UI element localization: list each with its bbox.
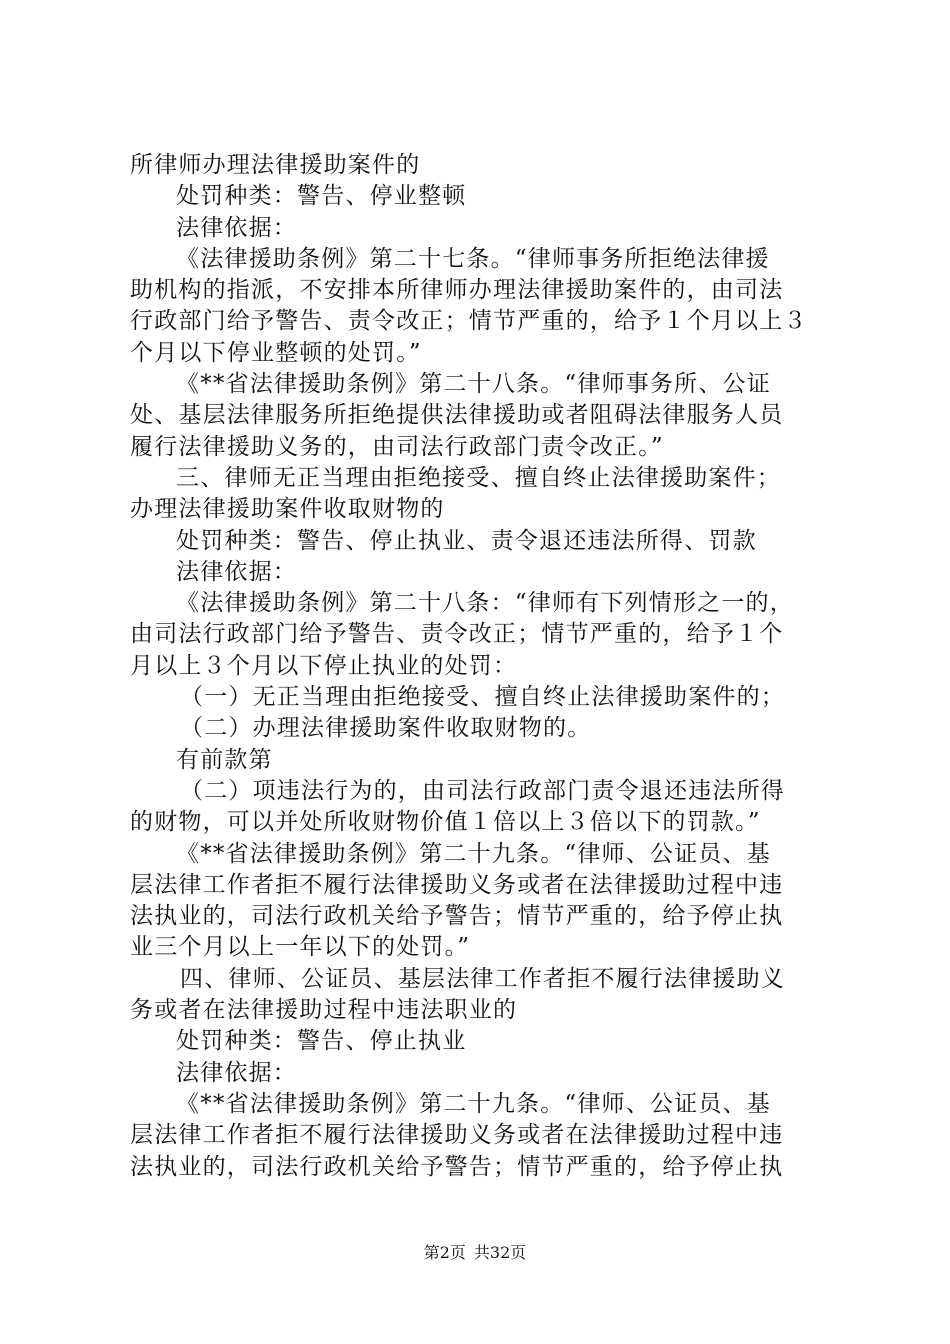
page-total: 共32页: [473, 1243, 527, 1262]
text-line: 处、基层法律服务所拒绝提供法律援助或者阻碍法律服务人员: [130, 402, 784, 429]
text-line: 月以上３个月以下停止执业的处罚：: [130, 652, 518, 679]
text-line: 务或者在法律援助过程中违法职业的: [130, 997, 518, 1024]
text-line: （二）项违法行为的，由司法行政部门责令退还违法所得: [180, 777, 785, 804]
document-body: [130, 150, 830, 1183]
text-line: 层法律工作者拒不履行法律援助义务或者在法律援助过程中违: [130, 1122, 784, 1149]
text-line: 法律依据：: [176, 1059, 297, 1086]
text-line: （一）无正当理由拒绝接受、擅自终止法律援助案件的；: [180, 684, 785, 711]
text-line: 《法律援助条例》第二十八条：“律师有下列情形之一的，: [176, 590, 794, 617]
text-line: 《**省法律援助条例》第二十九条。“律师、公证员、基: [176, 840, 771, 867]
text-line: 的财物，可以并处所收财物价值１倍以上３倍以下的罚款。”: [130, 809, 761, 836]
text-line: 个月以下停业整顿的处罚。”: [130, 339, 422, 366]
text-line: 法律依据：: [176, 558, 297, 585]
text-line: 法执业的，司法行政机关给予警告；情节严重的，给予停止执: [130, 1153, 784, 1180]
text-line: 处罚种类：警告、停业整顿: [176, 183, 467, 210]
page-footer: [0, 1243, 950, 1263]
text-line: 层法律工作者拒不履行法律援助义务或者在法律援助过程中违: [130, 871, 784, 898]
page-number: 第2页: [423, 1243, 466, 1262]
text-line: 处罚种类：警告、停止执业: [176, 1028, 467, 1055]
text-line: 办理法律援助案件收取财物的: [130, 496, 445, 523]
text-line: 三、律师无正当理由拒绝接受、擅自终止法律援助案件；: [176, 464, 781, 491]
text-line: 《**省法律援助条例》第二十八条。“律师事务所、公证: [176, 371, 771, 398]
text-line: 《**省法律援助条例》第二十九条。“律师、公证员、基: [176, 1090, 771, 1117]
text-line: 法律依据：: [176, 214, 297, 241]
text-line: 行政部门给予警告、责令改正；情节严重的，给予１个月以上３: [130, 308, 808, 335]
text-line: 有前款第: [176, 746, 273, 773]
text-line: 处罚种类：警告、停止执业、责令退还违法所得、罚款: [176, 527, 757, 554]
text-line: 所律师办理法律援助案件的: [130, 152, 421, 178]
text-line: 法执业的，司法行政机关给予警告；情节严重的，给予停止执: [130, 903, 784, 930]
text-line: 履行法律援助义务的，由司法行政部门责令改正。”: [130, 433, 664, 460]
text-line: 由司法行政部门给予警告、责令改正；情节严重的，给予１个: [130, 621, 784, 648]
text-line: 《法律援助条例》第二十七条。“律师事务所拒绝法律援: [176, 245, 770, 272]
text-line: 助机构的指派，不安排本所律师办理法律援助案件的，由司法: [130, 277, 784, 304]
text-line: 业三个月以上一年以下的处罚。”: [130, 934, 471, 961]
text-line: （二）办理法律援助案件收取财物的。: [180, 715, 592, 742]
text-line: 四、律师、公证员、基层法律工作者拒不履行法律援助义: [180, 965, 785, 992]
